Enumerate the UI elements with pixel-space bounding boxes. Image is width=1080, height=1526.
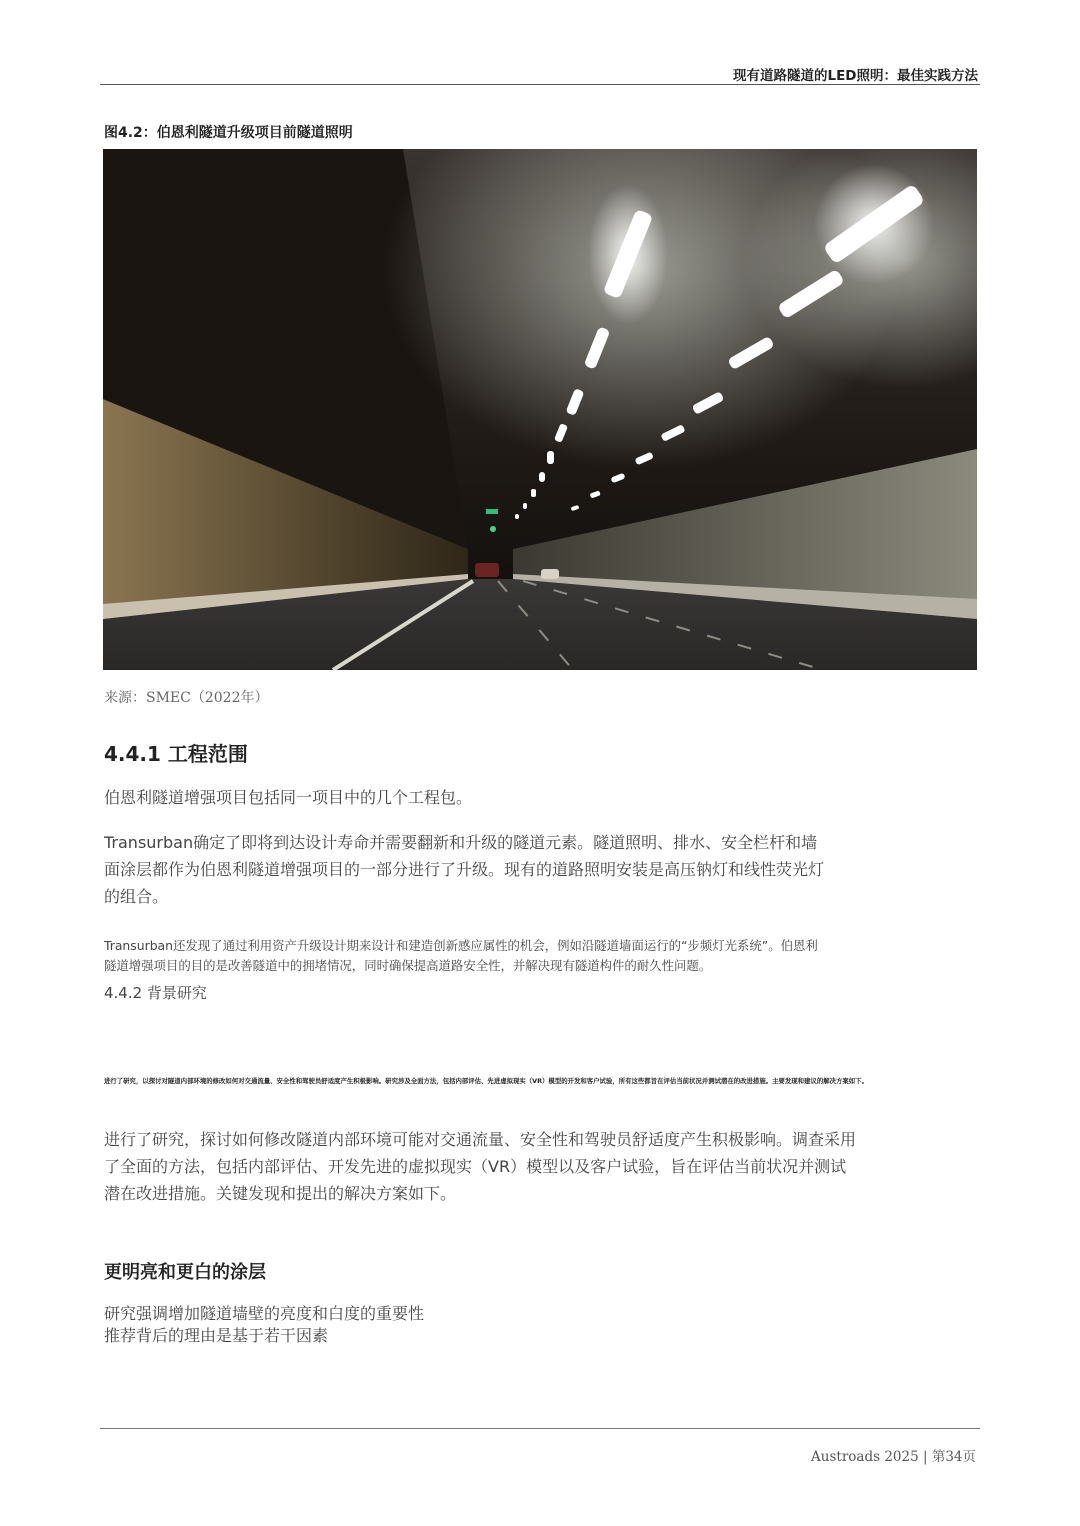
paragraph-line: 研究强调增加隧道墙壁的亮度和白度的重要性 [104, 1304, 425, 1323]
paragraph-line: Transurban确定了即将到达设计寿命并需要翻新和升级的隧道元素。隧道照明、排水、安全栏杆和墙 [104, 833, 818, 852]
section-heading-442: 4.4.2 背景研究 [104, 984, 207, 1002]
paragraph-line: 进行了研究，探讨如何修改隧道内部环境可能对交通流量、安全性和驾驶员舒适度产生积极影响。调查采用 [104, 1130, 857, 1149]
tunnel-photo [103, 149, 977, 670]
paragraph-line: 隧道增强项目的目的是改善隧道中的拥堵情况，同时确保提高道路安全性，并解决现有隧道构件的耐久性问题。 [104, 958, 712, 973]
footer-divider [100, 1428, 980, 1429]
section-heading-441: 4.4.1 工程范围 [104, 742, 248, 766]
paragraph-work-packages: 伯恩利隧道增强项目包括同一项目中的几个工程包。 [104, 788, 473, 807]
running-header: 现有道路隧道的LED照明：最佳实践方法 [732, 68, 978, 84]
paragraph-line: 潜在改进措施。关键发现和提出的解决方案如下。 [104, 1184, 457, 1203]
figure-caption: 图4.2：伯恩利隧道升级项目前隧道照明 [104, 125, 353, 141]
header-divider [100, 84, 980, 85]
subheading-coatings: 更明亮和更白的涂层 [104, 1262, 266, 1283]
paragraph-tiny-research: 进行了研究，以探讨对隧道内部环境的修改如何对交通流量、安全性和驾驶员舒适度产生积极影响。研究涉及全面方法，包括内部评估、先进虚拟现实（VR）模型的开发和客户试验，所有这些都旨在评估当前状况并测试潜在的改进措施。主要发现和建议的解决方案如下。 [104, 1077, 868, 1085]
paragraph-innovation [104, 936, 818, 976]
paragraph-line: 了全面的方法，包括内部评估、开发先进的虚拟现实（VR）模型以及客户试验，旨在评估当前状况并测试 [104, 1157, 847, 1176]
paragraph-line: 推荐背后的理由是基于若干因素 [104, 1326, 329, 1345]
paragraph-upgrades [104, 829, 824, 910]
paragraph-line: Transurban还发现了通过利用资产升级设计期来设计和建造创新感应属性的机会，例如沿隧道墙面运行的“步频灯光系统”。伯恩利 [104, 938, 818, 953]
paragraph-line: 面涂层都作为伯恩利隧道增强项目的一部分进行了升级。现有的道路照明安装是高压钠灯和线性荧光灯 [104, 860, 825, 879]
paragraph-research [104, 1126, 856, 1207]
figure-source: 来源：SMEC（2022年） [104, 690, 269, 706]
page-footer: Austroads 2025 | 第34页 [811, 1449, 976, 1465]
paragraph-line: 的组合。 [104, 887, 169, 906]
paragraph-coatings [104, 1303, 424, 1347]
